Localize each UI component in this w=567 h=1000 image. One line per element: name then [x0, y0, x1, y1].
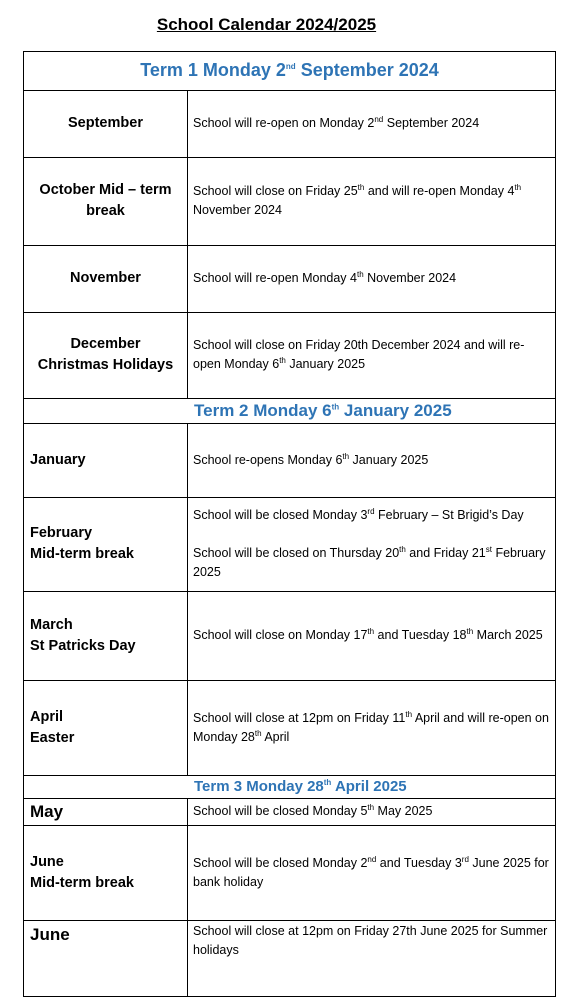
ordinal-suffix: th: [405, 709, 413, 719]
month-cell: [24, 680, 187, 775]
month-label: October Mid – term: [39, 182, 172, 198]
text-run: and Tuesday 3: [376, 855, 462, 870]
ordinal-suffix: st: [485, 544, 492, 554]
ordinal-suffix: nd: [374, 114, 384, 124]
term-ordinal: nd: [285, 62, 296, 71]
column-divider: [187, 423, 188, 497]
detail-text: [193, 854, 549, 892]
text-run: January 2025: [285, 357, 366, 371]
term-text: September 2024: [295, 60, 439, 80]
text-run: and will re-open Monday 4: [364, 184, 515, 198]
detail-text: [193, 506, 549, 525]
text-run: April: [261, 729, 290, 744]
table-border: [555, 51, 556, 996]
detail-text: [193, 336, 549, 374]
column-divider: [187, 497, 188, 591]
ordinal-suffix: th: [514, 182, 522, 192]
column-divider: [187, 591, 188, 680]
ordinal-suffix: th: [357, 182, 365, 192]
month-cell: [24, 90, 187, 157]
text-run: School will close on Friday 25: [193, 184, 358, 198]
detail-cell: [193, 680, 549, 775]
month-label: December: [70, 336, 141, 352]
month-label: April: [30, 708, 64, 725]
ordinal-suffix: th: [466, 626, 474, 636]
column-divider: [187, 90, 188, 157]
detail-text: [193, 802, 549, 821]
ordinal-suffix: th: [399, 544, 406, 554]
detail-cell: [193, 245, 549, 312]
detail-cell: [193, 825, 549, 920]
detail-text: [193, 182, 549, 220]
month-label: Mid-term break: [30, 874, 134, 891]
term-text: April 2025: [331, 778, 407, 795]
month-label: May: [30, 802, 64, 821]
month-label: January: [30, 451, 86, 468]
month-cell: [24, 312, 187, 398]
text-run: January 2025: [349, 452, 429, 467]
month-cell: [24, 920, 187, 996]
text-run: February 2025: [193, 546, 546, 579]
text-run: September 2024: [383, 116, 480, 130]
text-run: May 2025: [374, 804, 433, 818]
ordinal-suffix: rd: [461, 854, 469, 864]
term-ordinal: th: [323, 778, 332, 787]
text-run: November 2024: [363, 271, 457, 285]
month-label: St Patricks Day: [30, 637, 136, 654]
ordinal-suffix: th: [367, 802, 375, 812]
ordinal-suffix: th: [367, 626, 375, 636]
detail-text: [193, 709, 549, 747]
text-run: School will re-open on Monday 2: [193, 116, 375, 130]
ordinal-suffix: rd: [367, 506, 375, 516]
detail-cell: [193, 423, 549, 497]
term-heading: [24, 51, 555, 90]
detail-text: [193, 114, 549, 133]
month-label: Christmas Holidays: [37, 357, 174, 373]
ordinal-suffix: th: [342, 451, 350, 461]
column-divider: [187, 680, 188, 775]
term-ordinal: th: [331, 402, 340, 412]
text-run: School will be closed Monday 2: [193, 855, 368, 870]
month-cell: [24, 591, 187, 680]
column-divider: [187, 825, 188, 920]
text-run: School will be closed on Thursday 20: [193, 546, 400, 560]
month-label: September: [68, 115, 143, 131]
text-run: School will close at 12pm on Friday 27th June 2025 for Summer holidays: [193, 924, 548, 957]
month-label: November: [70, 270, 141, 286]
term-text: Term 2 Monday 6: [194, 401, 332, 420]
paragraph-gap: [193, 525, 549, 544]
detail-cell: [193, 312, 549, 398]
detail-cell: [193, 798, 549, 825]
text-run: February – St Brigid’s Day: [374, 508, 524, 522]
term-text: Term 3 Monday 28: [194, 778, 324, 795]
detail-cell: [193, 157, 549, 245]
term-text: January 2025: [339, 401, 452, 420]
detail-cell: [193, 90, 549, 157]
column-divider: [187, 245, 188, 312]
text-run: School will close at 12pm on Friday 11: [193, 710, 406, 725]
term-heading: [24, 775, 555, 798]
month-label: June: [30, 925, 70, 944]
text-run: School will close on Friday 20th December 2024 and will re-open Monday 6: [193, 338, 525, 371]
detail-text: [193, 922, 549, 960]
ordinal-suffix: nd: [367, 854, 377, 864]
month-cell: [24, 825, 187, 920]
month-cell: [24, 423, 187, 497]
month-label: break: [86, 203, 125, 219]
detail-cell: [193, 591, 549, 680]
detail-cell: [193, 497, 549, 591]
month-cell: [24, 157, 187, 245]
month-cell: [24, 497, 187, 591]
column-divider: [187, 798, 188, 825]
month-label: June: [30, 853, 64, 870]
ordinal-suffix: th: [356, 269, 364, 279]
column-divider: [187, 920, 188, 996]
month-label: February: [30, 525, 93, 541]
text-run: School will be closed Monday 3: [193, 508, 368, 522]
text-run: and Tuesday 18: [374, 628, 467, 642]
column-divider: [187, 157, 188, 245]
text-run: March 2025: [473, 628, 543, 642]
term-heading: [24, 398, 555, 423]
text-run: June 2025 for bank holiday: [193, 855, 549, 889]
text-run: School re-opens Monday 6: [193, 452, 343, 467]
month-cell: [24, 798, 187, 825]
ordinal-suffix: th: [279, 355, 286, 365]
detail-text: [193, 269, 549, 288]
detail-text: [193, 544, 549, 582]
column-divider: [187, 312, 188, 398]
detail-cell: [193, 920, 549, 998]
page-title: School Calendar 2024/2025: [156, 15, 377, 34]
text-run: November 2024: [193, 203, 282, 217]
text-run: April and will re-open on Monday 28: [193, 710, 549, 744]
month-label: March: [30, 616, 73, 633]
ordinal-suffix: th: [254, 728, 262, 738]
month-label: Easter: [30, 729, 75, 746]
text-run: and Friday 21: [405, 546, 486, 560]
text-run: School will be closed Monday 5: [193, 804, 368, 818]
text-run: School will close on Monday 17: [193, 628, 368, 642]
month-label: Mid-term break: [30, 546, 134, 562]
month-cell: [24, 245, 187, 312]
term-text: Term 1 Monday 2: [140, 60, 286, 80]
detail-text: [193, 626, 549, 645]
text-run: School will re-open Monday 4: [193, 271, 357, 285]
detail-text: [193, 451, 549, 470]
